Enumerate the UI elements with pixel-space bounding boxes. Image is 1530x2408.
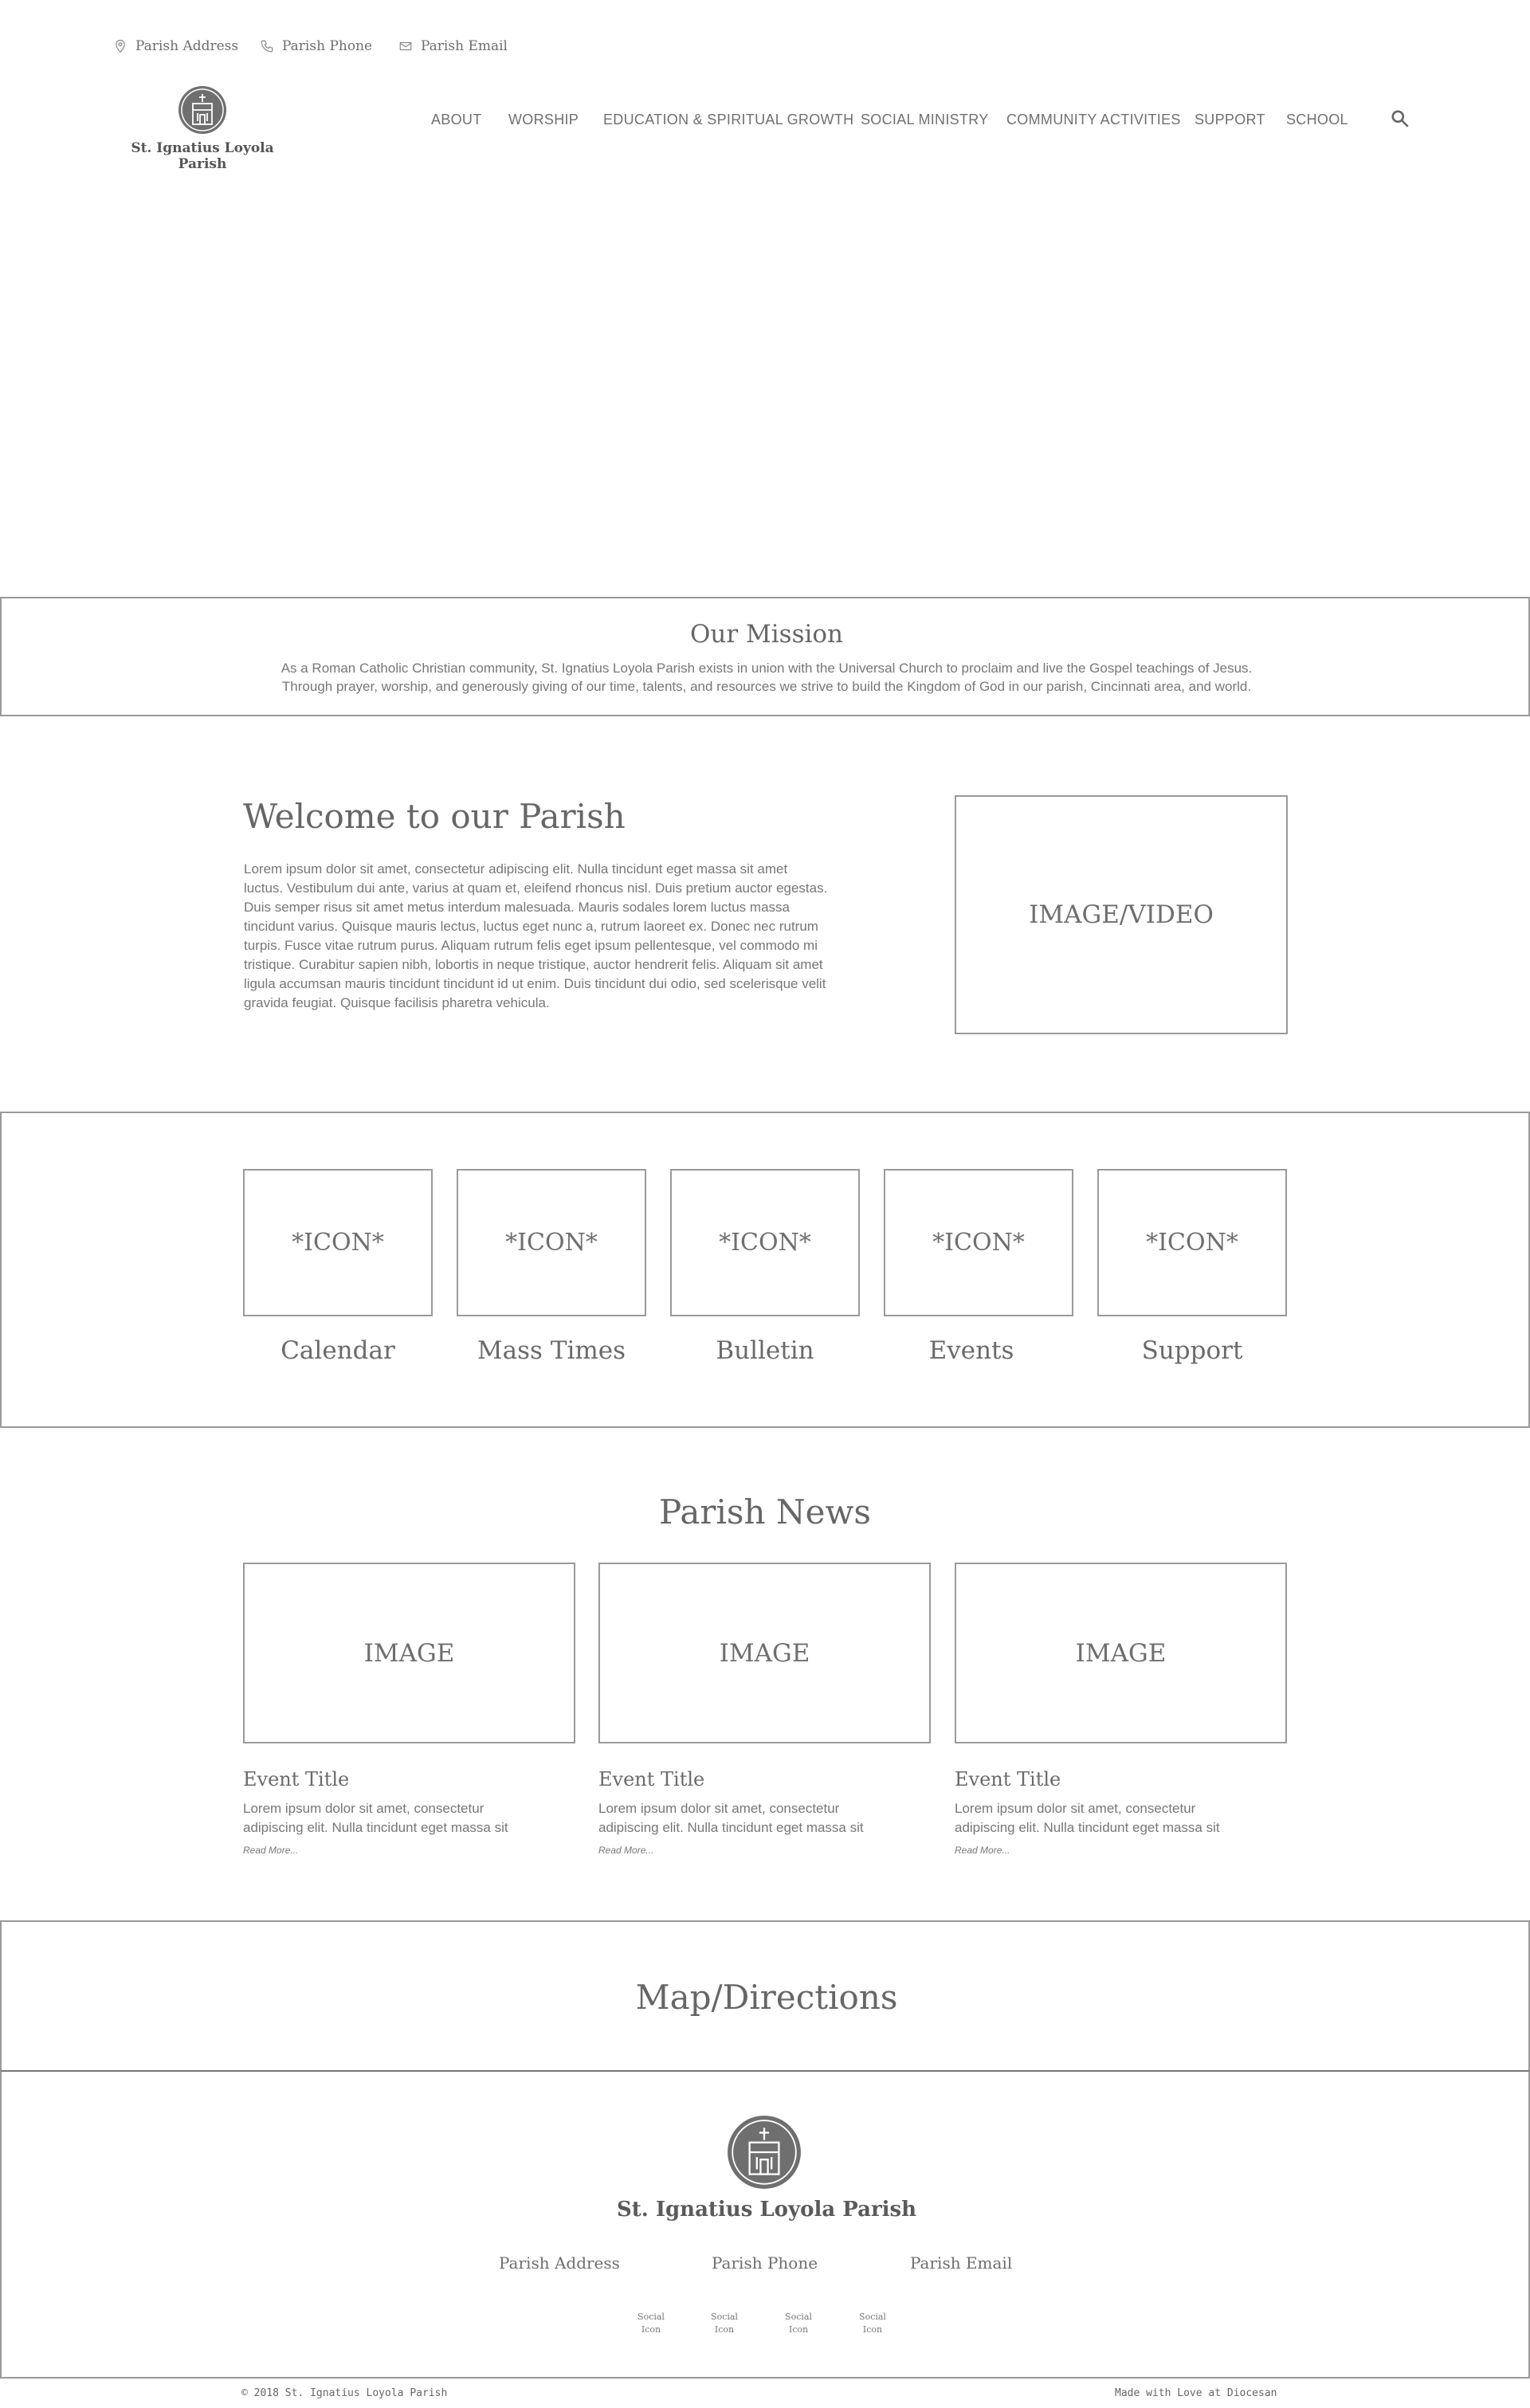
mission-text-line-1: As a Roman Catholic Christian community, St. Ignatius Loyola Parish exists in union with the Universal Church to proclaim and live the Gospel teachings of Jesus. [280,661,1253,676]
contact-email-label: Parish Email [421,38,508,54]
mission-title: Our Mission [689,620,844,649]
church-logo-icon [725,2113,803,2191]
news-card-excerpt [598,1799,885,1837]
nav-education[interactable]: EDUCATION & SPIRITUAL GROWTH [603,112,854,127]
read-more-link[interactable]: Read More... [955,1845,1010,1856]
welcome-body-line: tincidunt varius. Quisque mauris lectus, luctus eget nunc a, rutrum laoreet ex. Donec nec rutrum [244,919,818,934]
news-excerpt-line: adipiscing elit. Nulla tincidunt eget massa sit [598,1820,864,1835]
social-icon[interactable] [627,2311,675,2336]
nav-worship[interactable]: WORSHIP [508,112,579,127]
welcome-body-line: ligula accumsan mauris tincidunt tincidunt id ut enim. Duis tincidunt dui odio, sed scelerisque velit [244,976,826,991]
welcome-body [244,860,897,1013]
social-icon-label: Icon [862,2324,883,2335]
news-image[interactable]: IMAGE [243,1563,575,1743]
search-icon[interactable] [1390,108,1410,129]
copyright: © 2018 St. Ignatius Loyola Parish [241,2387,448,2399]
news-card-excerpt [243,1799,530,1837]
welcome-title: Welcome to our Parish [243,797,626,836]
news-image[interactable]: IMAGE [955,1563,1287,1743]
social-icon[interactable] [775,2311,822,2336]
social-icon-label: Social [859,2312,886,2322]
social-icon-label: Social [638,2312,665,2322]
news-image[interactable]: IMAGE [598,1563,931,1743]
quick-link-label[interactable]: Bulletin [716,1336,814,1365]
welcome-body-line: gravida feugiat. Quisque facilisis pharetra vehicula. [244,995,550,1010]
welcome-body-line: luctus. Vestibulum dui ante, varius at quam et, eleifend rhoncus nisl. Duis pretium auctor egestas. [244,880,828,896]
social-icon-label: Icon [714,2324,735,2335]
site-name: St. Ignatius Loyola Parish [131,140,274,172]
nav-community-activities[interactable]: COMMUNITY ACTIVITIES [1006,112,1181,127]
welcome-media-placeholder[interactable]: IMAGE/VIDEO [955,795,1288,1034]
welcome-body-line: Duis semper risus sit amet metus interdum malesuada. Mauris sodales lorem luctus massa [244,900,790,915]
news-excerpt-line: Lorem ipsum dolor sit amet, consectetur [955,1801,1196,1816]
social-icon-label: Icon [641,2324,661,2335]
social-icon-label: Social [785,2312,812,2322]
read-more-link[interactable]: Read More... [598,1845,654,1856]
nav-school[interactable]: SCHOOL [1286,112,1348,127]
mission-text-line-2: Through prayer, worship, and generously giving of our time, talents, and resources we strive to build the Kingdom of God in our parish, Cincinnati area, and world. [281,679,1252,694]
quick-link-label[interactable]: Mass Times [477,1336,626,1365]
mail-icon [398,39,413,53]
news-excerpt-line: Lorem ipsum dolor sit amet, consectetur [243,1801,484,1816]
footer-phone[interactable]: Parish Phone [712,2253,818,2273]
quick-link-label[interactable]: Calendar [280,1336,395,1365]
phone-icon [260,39,274,53]
footer-email[interactable]: Parish Email [910,2253,1013,2273]
quick-link-label[interactable]: Support [1141,1336,1243,1365]
quick-link-label[interactable]: Events [928,1336,1014,1365]
news-card-excerpt [955,1799,1242,1837]
nav-social-ministry[interactable]: SOCIAL MINISTRY [861,112,989,127]
support-icon[interactable]: *ICON* [1097,1169,1287,1316]
contact-address[interactable] [113,37,238,56]
news-excerpt-line: adipiscing elit. Nulla tincidunt eget massa sit [243,1820,508,1835]
calendar-icon[interactable]: *ICON* [243,1169,433,1316]
social-icon-label: Icon [788,2324,809,2335]
news-card-title[interactable]: Event Title [243,1768,350,1790]
read-more-link[interactable]: Read More... [243,1845,299,1856]
site-logo[interactable] [113,84,292,172]
news-card-title[interactable]: Event Title [598,1768,705,1790]
mission-section [0,597,1530,716]
welcome-body-line: turpis. Fusce vitae rutrum purus. Aliquam rutrum felis eget ipsum pellentesque, vel commodo mi [244,938,818,953]
nav-support[interactable]: SUPPORT [1195,112,1265,127]
welcome-body-line: Lorem ipsum dolor sit amet, consectetur adipiscing elit. Nulla tincidunt eget massa sit amet [244,861,788,877]
news-title: Parish News [659,1492,871,1531]
news-excerpt-line: Lorem ipsum dolor sit amet, consectetur [598,1801,840,1816]
social-icon[interactable] [700,2311,748,2336]
events-icon[interactable]: *ICON* [884,1169,1073,1316]
map-label: Map/Directions [635,1978,898,2017]
footer [0,2070,1530,2379]
map-pin-icon [113,39,128,53]
mass-times-icon[interactable]: *ICON* [457,1169,646,1316]
social-icon[interactable] [849,2311,896,2336]
site-credit[interactable]: Made with Love at Diocesan [1115,2387,1277,2399]
welcome-body-line: tristique. Curabitur sapien nibh, lobortis in neque tristique, auctor hendrerit felis. Aliquam sit amet [244,957,823,972]
footer-site-name: St. Ignatius Loyola Parish [616,2198,917,2222]
news-excerpt-line: adipiscing elit. Nulla tincidunt eget massa sit [955,1820,1220,1835]
church-logo-icon [177,84,228,135]
nav-about[interactable]: ABOUT [431,112,482,127]
contact-phone[interactable] [260,37,372,56]
footer-address[interactable]: Parish Address [499,2253,620,2273]
contact-email[interactable] [398,37,508,56]
contact-address-label: Parish Address [135,38,239,54]
bulletin-icon[interactable]: *ICON* [670,1169,860,1316]
social-icon-label: Social [711,2312,738,2322]
map-section[interactable] [0,1920,1530,2072]
contact-phone-label: Parish Phone [282,38,373,54]
news-card-title[interactable]: Event Title [955,1768,1061,1790]
